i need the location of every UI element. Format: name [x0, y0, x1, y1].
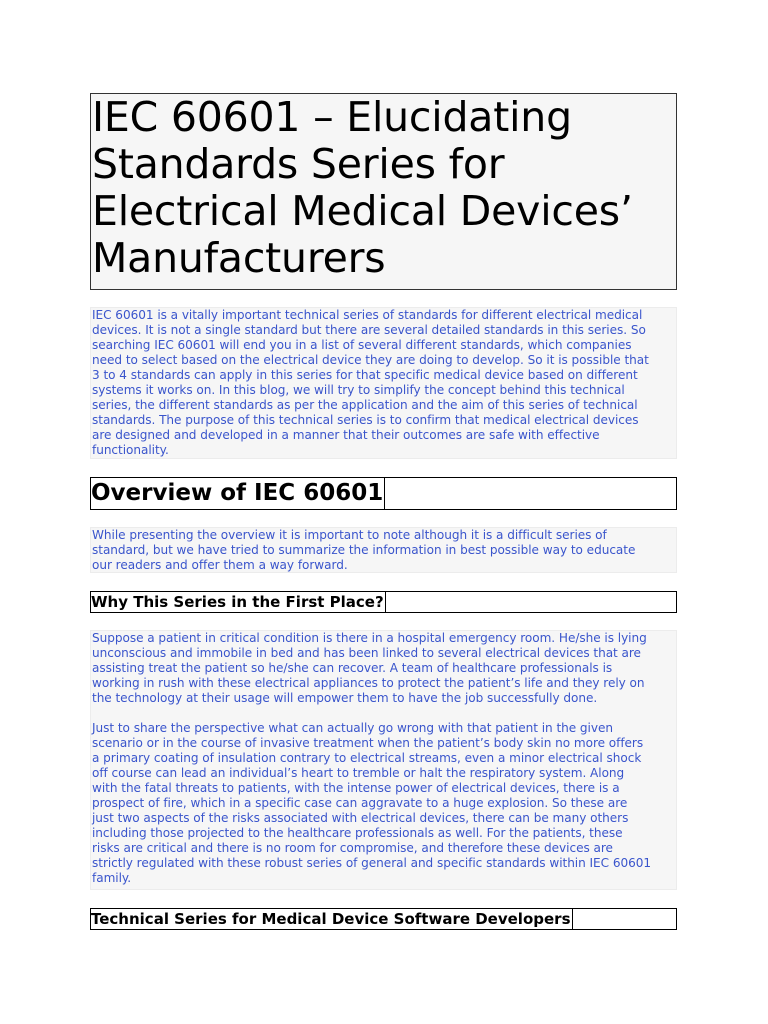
- text-line: our readers and offer them a way forward.: [92, 558, 348, 572]
- text-line: with the fatal threats to patients, with the intense power of electrical devices, there is a: [92, 781, 620, 795]
- text-line: standards. The purpose of this technical series is to confirm that medical electrical devices: [92, 413, 639, 427]
- intro-text: [92, 308, 676, 458]
- text-line: including those projected to the healthcare professionals as well. For the patients, these: [92, 826, 623, 840]
- why-paragraphs: [90, 630, 677, 890]
- text-line: risks are critical and there is no room for compromise, and therefore these devices are: [92, 841, 613, 855]
- text-line: need to select based on the electrical device they are doing to develop. So it is possible that: [92, 353, 649, 367]
- text-line: off course can lead an individual’s heart to tremble or halt the respiratory system. Along: [92, 766, 625, 780]
- heading-overview-text: Overview of IEC 60601: [91, 478, 385, 509]
- text-line: functionality.: [92, 443, 169, 457]
- intro-paragraph: [90, 307, 677, 459]
- page-title: [92, 94, 676, 282]
- text-line: standard, but we have tried to summarize the information in best possible way to educate: [92, 543, 636, 557]
- heading-why: [90, 591, 677, 613]
- heading-why-text: Why This Series in the First Place?: [91, 593, 384, 611]
- text-line: devices. It is not a single standard but there are several detailed standards in this series. So: [92, 323, 646, 337]
- text-line: prospect of fire, which in a specific case can aggravate to a huge explosion. So these are: [92, 796, 628, 810]
- text-line: 3 to 4 standards can apply in this series for that specific medical device based on different: [92, 368, 638, 382]
- text-line: the technology at their usage will empower them to have the job successfully done.: [92, 691, 598, 705]
- text-line: searching IEC 60601 will end you in a list of several different standards, which companies: [92, 338, 632, 352]
- overview-paragraph: [90, 527, 677, 573]
- text-line: are designed and developed in a manner that their outcomes are safe with effective: [92, 428, 600, 442]
- text-line: systems it works on. In this blog, we will try to simplify the concept behind this technical: [92, 383, 625, 397]
- overview-text: [92, 528, 676, 573]
- title-block: [90, 93, 677, 290]
- text-line: scenario or in the course of invasive treatment when the patient’s body skin no more offers: [92, 736, 644, 750]
- text-line: family.: [92, 871, 132, 885]
- title-line: IEC 60601 – Elucidating: [92, 93, 572, 141]
- text-line: strictly regulated with these robust series of general and specific standards within IEC 60601: [92, 856, 652, 870]
- text-line: IEC 60601 is a vitally important technical series of standards for different electrical medical: [92, 308, 643, 322]
- why-text-1: [92, 631, 676, 706]
- text-line: While presenting the overview it is important to note although it is a difficult series of: [92, 528, 607, 542]
- text-line: Suppose a patient in critical condition is there in a hospital emergency room. He/she is lying: [92, 631, 647, 645]
- text-line: a primary coating of insulation contrary to electrical streams, even a minor electrical shock: [92, 751, 642, 765]
- title-line: Electrical Medical Devices’: [92, 187, 633, 235]
- heading-technical-text: Technical Series for Medical Device Software Developers: [91, 910, 571, 928]
- title-line: Standards Series for: [92, 140, 505, 188]
- text-line: just two aspects of the risks associated with electrical devices, there can be many others: [92, 811, 629, 825]
- text-line: Just to share the perspective what can actually go wrong with that patient in the given: [92, 721, 613, 735]
- text-line: series, the different standards as per the application and the aim of this series of technical: [92, 398, 638, 412]
- text-line: working in rush with these electrical appliances to protect the patient’s life and they rely on: [92, 676, 645, 690]
- why-text-2: [92, 721, 676, 886]
- heading-overview: [90, 477, 677, 510]
- title-line: Manufacturers: [92, 234, 386, 282]
- text-line: unconscious and immobile in bed and has been linked to several electrical devices that are: [92, 646, 641, 660]
- heading-technical: [90, 908, 677, 930]
- text-line: assisting treat the patient so he/she can recover. A team of healthcare professionals is: [92, 661, 613, 675]
